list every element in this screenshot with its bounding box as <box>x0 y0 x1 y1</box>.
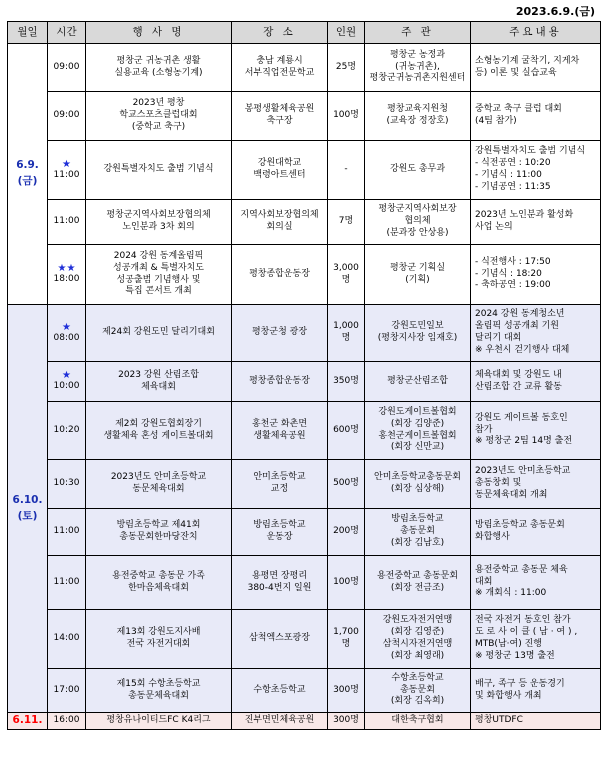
host-cell <box>365 305 471 362</box>
time-text: 18:00 <box>53 274 80 285</box>
table-row <box>8 92 601 141</box>
time-text: 09:00 <box>53 61 80 72</box>
table-row <box>8 610 601 669</box>
time-text: 10:30 <box>53 478 80 489</box>
event-line: 용전중학교 총동문 가족 <box>112 570 205 581</box>
table-row <box>8 556 601 610</box>
table-row <box>8 362 601 402</box>
content-line: 체육대회 및 강원도 내 <box>475 369 562 380</box>
time-cell <box>48 141 86 200</box>
people-cell: - <box>328 141 365 200</box>
people-cell: 25명 <box>328 44 365 92</box>
host-line: (교육장 정장호) <box>386 116 449 126</box>
event-line: 한마음체육대회 <box>128 582 189 593</box>
place-cell <box>232 669 328 713</box>
place-line: 홍천군 화촌면 <box>251 418 308 429</box>
star-icon: ★★ <box>57 263 76 275</box>
place-line: 진부면민체육공원 <box>244 715 315 726</box>
place-cell <box>232 305 328 362</box>
content-line: - 기념식 : 18:20 <box>475 268 542 279</box>
content-line: 2023년 노인분과 활성화 <box>475 210 574 221</box>
place-cell <box>232 141 328 200</box>
content-line: 강원특별자치도 출범 기념식 <box>475 146 586 157</box>
time-text: 14:00 <box>53 633 80 644</box>
time-cell <box>48 245 86 305</box>
header-host: 주 관 <box>365 22 471 44</box>
date-line: (금) <box>17 175 38 187</box>
table-row <box>8 460 601 509</box>
time-text: 08:00 <box>53 332 80 343</box>
people-cell: 100명 <box>328 92 365 141</box>
content-cell <box>471 200 601 245</box>
place-line: 380-4번지 일원 <box>247 582 312 593</box>
event-line: 2023 강원 산림조합 <box>118 369 199 380</box>
place-line: 안미초등학교 <box>253 472 306 483</box>
people-cell: 100명 <box>328 556 365 610</box>
host-line: 총동문회 <box>400 684 435 695</box>
place-cell <box>232 460 328 509</box>
content-line: 2024 강원 동계청소년 <box>475 309 565 320</box>
content-line: - 기념식 : 11:00 <box>475 170 542 180</box>
content-line: - 기념공연 : 11:35 <box>475 181 551 192</box>
content-line: 중학교 축구 클럽 대회 <box>475 104 562 115</box>
host-line: (귀농귀촌), <box>395 61 440 72</box>
place-line: 축구장 <box>266 116 293 126</box>
content-line: 도 로 사 이 클 ( 남 · 여 ) , <box>475 627 578 638</box>
people-cell: 300명 <box>328 669 365 713</box>
content-cell <box>471 610 601 669</box>
time-cell <box>48 92 86 141</box>
content-cell <box>471 460 601 509</box>
people-cell: 200명 <box>328 509 365 556</box>
people-cell: 1,000명 <box>328 305 365 362</box>
host-cell <box>365 44 471 92</box>
place-cell <box>232 402 328 460</box>
event-cell <box>86 460 232 509</box>
date-cell <box>8 713 48 730</box>
event-cell <box>86 362 232 402</box>
content-line: - 식전공연 : 10:20 <box>475 158 551 169</box>
content-cell <box>471 92 601 141</box>
event-line: 노인분과 3차 회의 <box>122 222 195 232</box>
host-cell <box>365 200 471 245</box>
header-content: 주요내용 <box>471 22 601 44</box>
content-line: 산림조합 간 교류 활동 <box>475 381 562 392</box>
time-text: 11:00 <box>53 169 80 180</box>
time-cell <box>48 509 86 556</box>
table-row <box>8 200 601 245</box>
time-cell <box>48 669 86 713</box>
host-cell <box>365 141 471 200</box>
table-row <box>8 141 601 200</box>
date-line: 6.10. <box>12 493 43 506</box>
host-line: 평창군 농정과 <box>389 49 446 60</box>
time-cell <box>48 362 86 402</box>
date-line: (토) <box>17 509 38 522</box>
content-line: 2023년도 안미초등학교 <box>475 466 571 477</box>
content-line: 올림픽 성공개최 기원 <box>475 321 559 332</box>
event-line: 강원특별자치도 출범 기념식 <box>103 164 214 175</box>
content-line: 사업 논의 <box>475 222 513 232</box>
time-text: 11:00 <box>53 216 80 227</box>
event-line: 2023년도 안미초등학교 <box>110 472 207 483</box>
event-line: 제2회 강원도협회장기 <box>115 418 202 429</box>
place-line: 백령아트센터 <box>253 170 306 180</box>
place-line: 강원대학교 <box>257 158 302 169</box>
host-cell <box>365 669 471 713</box>
host-cell <box>365 362 471 402</box>
event-line: 2024 강원 동계올림픽 <box>113 250 204 261</box>
content-cell <box>471 713 601 730</box>
host-line: 평창군산림조합 <box>387 375 448 386</box>
content-line: 용전중학교 총동문 체육 <box>475 564 568 575</box>
content-cell <box>471 402 601 460</box>
host-line: 총동문회 <box>400 526 435 537</box>
event-line: 성공출범 기념행사 및 <box>116 274 201 285</box>
event-cell <box>86 556 232 610</box>
content-line: 화합행사 <box>475 532 510 542</box>
content-cell <box>471 141 601 200</box>
content-line: ※ 평창군 13명 출전 <box>475 650 555 661</box>
event-cell <box>86 509 232 556</box>
event-cell <box>86 610 232 669</box>
place-cell <box>232 610 328 669</box>
host-line: (회장 전금조) <box>390 582 445 593</box>
event-line: 총동문체육대회 <box>128 690 189 701</box>
time-cell <box>48 460 86 509</box>
host-line: 강원도게이트볼협회 <box>378 406 457 417</box>
content-line: 방림초등학교 총동문회 <box>475 520 565 531</box>
place-line: 평창종합운동장 <box>249 268 310 279</box>
host-line: 협의체 <box>404 216 431 227</box>
time-cell <box>48 305 86 362</box>
people-cell: 7명 <box>328 200 365 245</box>
date-line: 6.9. <box>16 159 39 172</box>
time-cell <box>48 610 86 669</box>
host-cell <box>365 402 471 460</box>
place-line: 평창종합운동장 <box>249 375 310 386</box>
host-line: 평창군 기획실 <box>389 262 446 273</box>
host-line: 강원도자전거연맹 <box>382 615 453 626</box>
time-cell <box>48 556 86 610</box>
place-line: 운동장 <box>266 532 293 542</box>
content-line: 동문체육대회 개최 <box>475 489 548 500</box>
time-text: 11:00 <box>53 576 80 587</box>
people-cell: 500명 <box>328 460 365 509</box>
host-cell <box>365 713 471 730</box>
host-line: 용전중학교 총동문회 <box>376 570 459 581</box>
content-cell <box>471 669 601 713</box>
place-cell <box>232 44 328 92</box>
content-line: ※ 우천시 걷기행사 대체 <box>475 344 570 355</box>
event-line: 전국 자전거대회 <box>126 639 191 649</box>
place-line: 평창군청 광장 <box>251 327 308 338</box>
event-line: 방림초등학교 제41회 <box>116 520 201 531</box>
time-cell <box>48 200 86 245</box>
event-line: 평창유나이티드FC K4리그 <box>106 715 211 726</box>
event-cell <box>86 200 232 245</box>
place-line: 방림초등학교 <box>253 520 306 531</box>
time-text: 17:00 <box>53 684 80 695</box>
host-cell <box>365 610 471 669</box>
time-text: 11:00 <box>53 526 80 537</box>
event-cell <box>86 92 232 141</box>
host-line: 평창군지역사회보장 <box>378 204 457 215</box>
table-row <box>8 402 601 460</box>
event-line: 제15회 수항초등학교 <box>116 678 201 689</box>
people-cell: 3,000명 <box>328 245 365 305</box>
star-icon: ★ <box>62 321 71 333</box>
host-line: 강원도민일보 <box>391 321 444 332</box>
host-line: (평창지사장 임재호) <box>377 333 458 343</box>
host-line: 삼척시자전거연맹 <box>382 639 453 649</box>
header-time: 시간 <box>48 22 86 44</box>
place-cell <box>232 245 328 305</box>
content-line: ※ 평창군 2팀 14명 출전 <box>475 436 573 447</box>
people-cell: 350명 <box>328 362 365 402</box>
table-row <box>8 669 601 713</box>
document-date: 2023.6.9.(금) <box>515 5 595 18</box>
event-line: 2023년 평창 <box>132 98 185 109</box>
content-line: 총동창회 및 <box>475 478 522 489</box>
content-line: - 식전행사 : 17:50 <box>475 256 551 267</box>
content-line: 평창UTDFC <box>475 715 523 726</box>
place-line: 용평면 장평리 <box>251 570 308 581</box>
content-line: 전국 자전거 동호인 참가 <box>475 615 571 626</box>
content-line: 배구, 족구 등 운동경기 <box>475 678 565 689</box>
people-cell: 300명 <box>328 713 365 730</box>
header-date: 월일 <box>8 22 48 44</box>
people-cell: 600명 <box>328 402 365 460</box>
host-line: 홍천군게이트볼협회 <box>378 430 457 441</box>
content-line: 및 화합행사 개최 <box>475 690 542 701</box>
event-cell <box>86 305 232 362</box>
host-line: (분과장 안상용) <box>386 227 449 238</box>
content-line: MTB(남·여) 진행 <box>475 639 542 649</box>
host-cell <box>365 460 471 509</box>
host-line: (회장 최영래) <box>390 650 445 661</box>
place-line: 충남 계룡시 <box>256 55 303 66</box>
content-line: 대회 <box>475 576 493 587</box>
table-row <box>8 509 601 556</box>
event-cell <box>86 402 232 460</box>
time-cell <box>48 402 86 460</box>
event-line: 제24회 강원도민 달리기대회 <box>102 327 215 338</box>
time-text: 16:00 <box>53 715 80 726</box>
event-line: 학교스포츠클럽대회 <box>119 110 198 121</box>
place-line: 수항초등학교 <box>253 684 306 695</box>
header-row <box>8 22 601 44</box>
host-line: 안미초등학교총동문회 <box>374 472 461 483</box>
host-cell <box>365 245 471 305</box>
host-line: (회장 심상해) <box>390 484 445 494</box>
people-cell: 1,700명 <box>328 610 365 669</box>
host-line: 수항초등학교 <box>391 672 444 683</box>
event-line: (중학교 축구) <box>131 121 186 132</box>
place-cell <box>232 200 328 245</box>
event-cell <box>86 669 232 713</box>
event-line: 성공개최 & 특별자치도 <box>113 262 204 273</box>
event-line: 특집 콘서트 개최 <box>125 286 192 297</box>
event-line: 총동문회한마당잔치 <box>119 532 198 542</box>
content-line: ※ 개회식 : 11:00 <box>475 588 547 599</box>
star-icon: ★ <box>62 370 71 382</box>
host-cell <box>365 556 471 610</box>
content-cell <box>471 245 601 305</box>
event-line: 동문체육대회 <box>132 484 185 494</box>
place-cell <box>232 713 328 730</box>
host-line: (회장 김옥희) <box>390 696 445 707</box>
content-cell <box>471 509 601 556</box>
event-schedule-table <box>7 21 601 730</box>
content-cell <box>471 362 601 402</box>
host-line: (회장 김남호) <box>390 537 445 548</box>
place-line: 서부직업전문학교 <box>244 67 315 78</box>
event-cell <box>86 44 232 92</box>
place-line: 생활체육공원 <box>253 430 306 441</box>
event-line: 평창군 귀농귀촌 생활 <box>116 55 201 66</box>
place-line: 봉평생활체육공원 <box>244 104 315 115</box>
host-line: (기획) <box>405 274 430 285</box>
content-line: (4팀 참가) <box>475 116 517 126</box>
host-line: 대한축구협회 <box>391 715 444 726</box>
event-cell <box>86 141 232 200</box>
date-cell <box>8 44 48 305</box>
place-cell <box>232 556 328 610</box>
host-cell <box>365 509 471 556</box>
content-line: - 축하공연 : 19:00 <box>475 280 551 291</box>
event-cell <box>86 713 232 730</box>
host-line: (회장 김양준) <box>390 418 445 429</box>
header-people: 인원 <box>328 22 365 44</box>
time-text: 10:00 <box>53 381 80 392</box>
place-cell <box>232 509 328 556</box>
event-line: 실용교육 (소형농기계) <box>114 67 203 78</box>
table-row <box>8 305 601 362</box>
event-line: 생활체육 혼성 게이트볼대회 <box>103 430 214 441</box>
header-event: 행 사 명 <box>86 22 232 44</box>
content-line: 등) 이론 및 실습교육 <box>475 67 557 78</box>
header-place: 장 소 <box>232 22 328 44</box>
content-line: 소형농기계 굴착기, 지게차 <box>475 55 580 66</box>
host-line: 평창군귀농귀촌지원센터 <box>369 73 466 84</box>
place-cell <box>232 362 328 402</box>
host-line: 강원도 총무과 <box>389 164 446 175</box>
event-line: 체육대회 <box>141 381 176 392</box>
event-cell <box>86 245 232 305</box>
time-text: 09:00 <box>53 110 80 121</box>
time-text: 10:20 <box>53 424 80 435</box>
content-line: 강원도 게이트볼 동호인 <box>475 412 568 423</box>
time-cell <box>48 44 86 92</box>
content-line: 달리기 대회 <box>475 333 522 343</box>
table-row <box>8 713 601 730</box>
place-cell <box>232 92 328 141</box>
star-icon: ★ <box>62 158 71 170</box>
time-cell <box>48 713 86 730</box>
schedule-body <box>8 44 601 730</box>
host-line: (회장 김영준) <box>390 627 445 638</box>
content-cell <box>471 305 601 362</box>
host-line: 평창교육지원청 <box>387 104 448 115</box>
place-line: 지역사회보장협의체 <box>240 210 319 221</box>
event-line: 제13회 강원도지사배 <box>116 627 201 638</box>
content-cell <box>471 556 601 610</box>
content-cell <box>471 44 601 92</box>
event-line: 평창군지역사회보장협의체 <box>106 210 211 221</box>
table-row <box>8 44 601 92</box>
table-row <box>8 245 601 305</box>
date-line: 6.11. <box>12 714 43 727</box>
place-line: 회의실 <box>266 222 293 232</box>
place-line: 교정 <box>270 484 289 494</box>
host-cell <box>365 92 471 141</box>
place-line: 삼척엑스포광장 <box>249 633 310 644</box>
date-cell <box>8 305 48 713</box>
content-line: 참가 <box>475 424 493 435</box>
host-line: (회장 신만교) <box>390 442 445 453</box>
host-line: 방림초등학교 <box>391 514 444 525</box>
